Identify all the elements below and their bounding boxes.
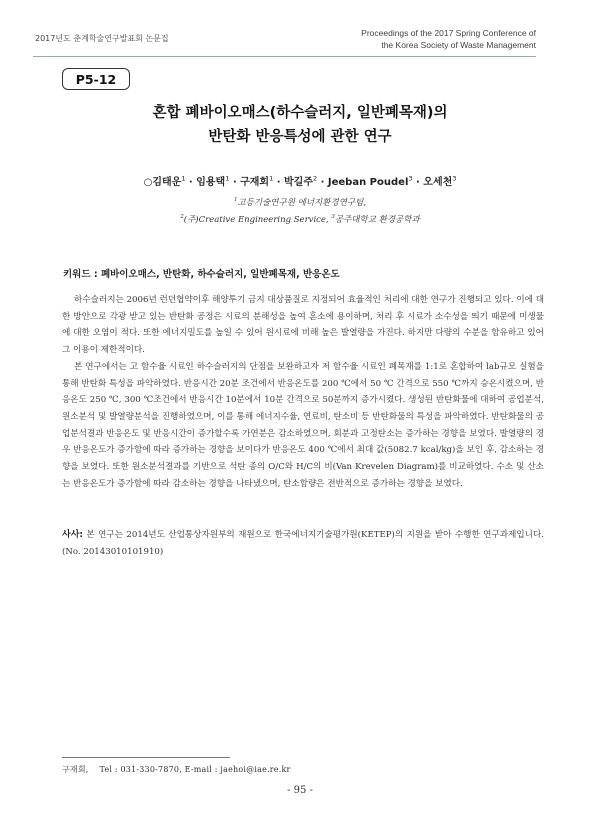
header-divider xyxy=(33,56,536,57)
keywords-text: 폐바이오매스, 반탄화, 하수슬러지, 일반폐목재, 반응온도 xyxy=(100,269,340,280)
author-affiliation-mark: 1 xyxy=(269,174,274,183)
corresponding-author-footnote: 구재회, Tel : 031-330-7870, E-mail : jaehoi@iae.re.kr xyxy=(62,765,291,774)
affiliation-1 xyxy=(40,196,560,208)
running-header-right-line1: Proceedings of the 2017 Spring Conference of xyxy=(361,28,536,38)
author-name: 박길주 xyxy=(284,177,313,188)
author-affiliation-mark: 3 xyxy=(408,174,413,183)
affiliation-1-text: 고등기술연구원 에너지환경연구팀, xyxy=(237,198,367,208)
author-affiliation-mark: 3 xyxy=(452,174,457,183)
affiliation-3-text: 공주대학교 환경공학과 xyxy=(334,215,420,225)
abstract-paragraph-1: 하수슬러지는 2006년 런던협약이후 해양투기 금지 대상품질로 지정되어 효율적인 처리에 대한 연구가 진행되고 있다. 이에 대한 방안으로 각광 받고 있는 반탄화 공정은 시료의 분해성을 높여 혼소에 용이하며, 처리 후 시료가 소수성을 띄기 때문에 미생물에 대한 오염이 적다. 또한 에너지밀도를 높일 수 있어 원시료에 비해 높은 발열량을 가진다. 하지만 다량의 수분을 함유하고 있어 그 이용이 제한적이다. xyxy=(62,295,544,356)
footnote-divider xyxy=(62,757,230,758)
paper-title-line2: 반탄화 반응특성에 관한 연구 xyxy=(208,129,392,145)
running-header-left: 2017년도 춘계학술연구발표회 논문집 xyxy=(35,34,169,43)
author-separator: · xyxy=(273,177,284,188)
paper-code-badge: P5-12 xyxy=(62,68,130,90)
running-header-right xyxy=(361,27,536,51)
affiliation-2 xyxy=(40,213,560,225)
acknowledgement-label: 사사: xyxy=(62,530,83,540)
paper-title-line1: 혼합 폐바이오매스(하수슬러지, 일반폐목재)의 xyxy=(152,105,448,121)
author-separator: · xyxy=(412,177,424,188)
affiliation-2-text: (주)Creative Engineering Service, xyxy=(183,215,329,225)
affiliation-2-mark: 2 xyxy=(180,214,184,221)
affiliation-3-mark: 3 xyxy=(331,214,335,221)
author-separator: · xyxy=(185,177,197,188)
author-separator: · xyxy=(229,177,241,188)
author-separator: · xyxy=(317,177,328,188)
keywords-label: 키워드 : xyxy=(63,269,98,280)
paper-title xyxy=(40,101,560,149)
running-header-right-line2: the Korea Society of Waste Management xyxy=(381,40,536,50)
acknowledgement-text: 본 연구는 2014년도 산업통상자원부의 재원으로 한국에너지기술평가원(KETEP)의 지원을 받아 수행한 연구과제입니다. (No. 20143010101910) xyxy=(62,530,544,557)
keywords xyxy=(63,266,340,280)
abstract-body xyxy=(62,292,544,492)
author-name: Jeeban Poudel xyxy=(327,177,409,188)
author-affiliation-mark: 2 xyxy=(312,174,318,183)
page-number: - 95 - xyxy=(287,785,313,796)
author-affiliation-mark: 1 xyxy=(225,174,230,183)
author-name: 임용택 xyxy=(196,177,226,188)
author-name: 구재회 xyxy=(240,177,270,188)
abstract-paragraph-2: 본 연구에서는 고 함수율 시료인 하수슬러지의 단점을 보완하고자 저 함수율 시료인 폐목재를 1:1로 혼합하여 lab규모 실험을 통해 반탄화 특성을 파악하였다. 반응시간 20분 조건에서 반응온도를 200 ℃에서 50 ℃ 간격으로 550 ℃까지 승온시켰으며, 반응온도 250 ℃, 300 ℃조건에서 반응시간 10분에서 10분 간격으로 50분까지 증가시켰다. 생성된 반탄화물에 대하여 공업분석, 원소분석 및 발열량분석을 진행하였으며, 이를 통해 에너지수율, 연료비, 탄소비 등 반탄화물의 특성을 파악하였다. 반탄화물의 공업분석결과 반응온도 및 반응시간이 증가할수록 가연분은 감소하였으며, 회분과 고정탄소는 증가하는 경향을 보였다. 발열량의 경우 반응온도가 증가함에 따라 증가하는 경향을 보이다가 반응온도 400 ℃에서 최대 값(5082.7 kcal/kg)을 보인 후, 감소하는 경향을 보였다. 또한 원소분석결과를 기반으로 석탄 종의 O/C와 H/C의 비(Van Krevelen Diagram)를 비교하였다. 수소 및 산소는 반응온도가 증가함에 따라 감소하는 경향을 나타냈으며, 탄소함량은 전반적으로 증가하는 경향을 보였다. xyxy=(62,361,544,489)
author-name: 오세천 xyxy=(423,177,453,188)
author-name: ○김태운 xyxy=(143,177,182,188)
author-list xyxy=(40,173,560,188)
author-affiliation-mark: 1 xyxy=(181,174,186,183)
affiliation-1-mark: 1 xyxy=(233,197,238,204)
acknowledgement xyxy=(62,527,544,561)
